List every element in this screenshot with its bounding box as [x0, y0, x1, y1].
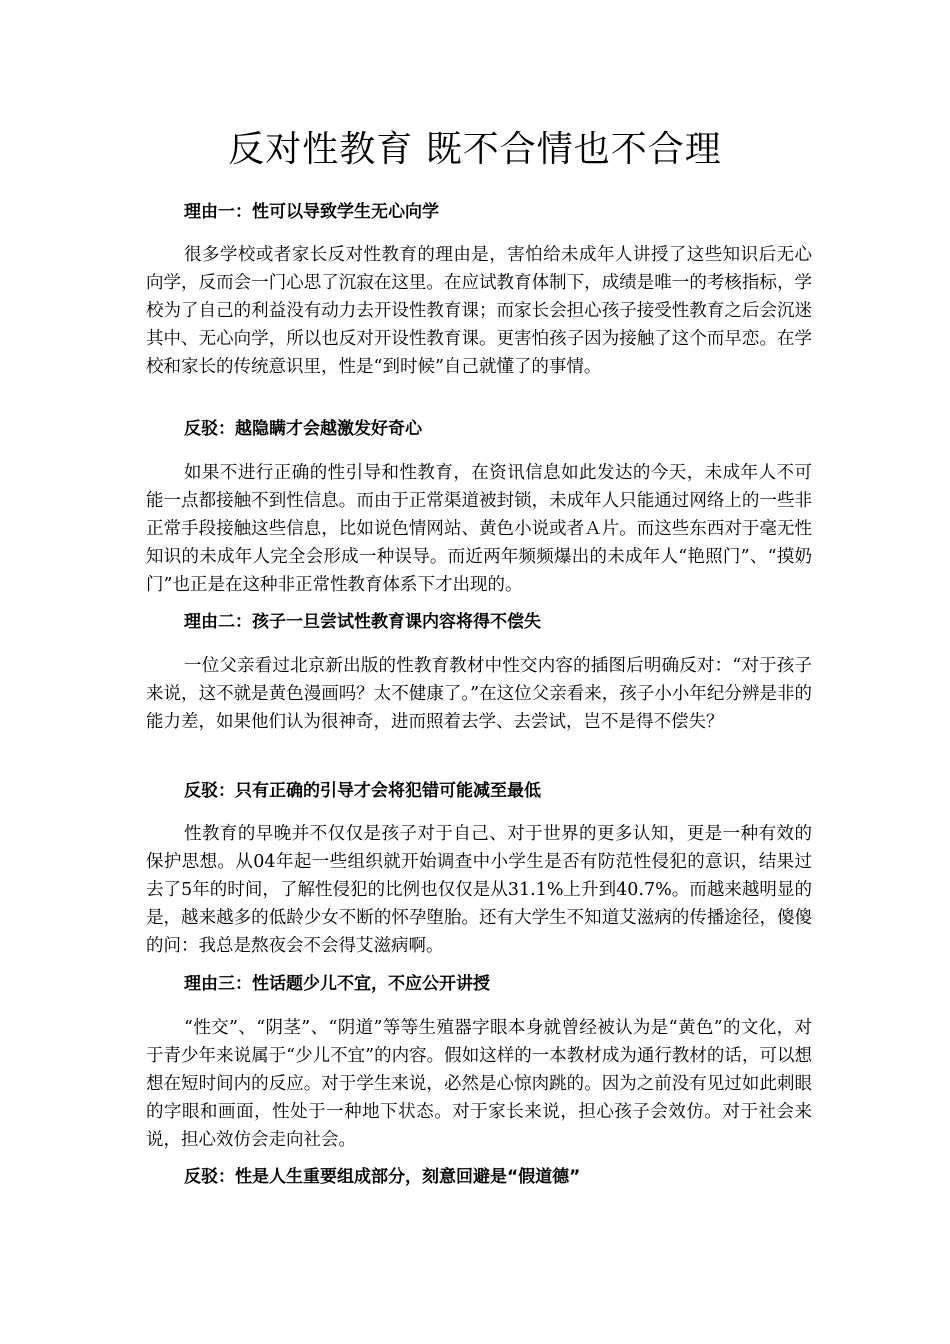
- section-paragraph-rebuttal-2: 性教育的早晚并不仅仅是孩子对于自己、对于世界的更多认知，更是一种有效的保护思想。从04年起一些组织就开始调查中小学生是否有防范性侵犯的意识，结果过去了5年的时间，了解性侵犯的比例也仅仅是从31.1%上升到40.7%。而越来越明显的是，越来越多的低龄少女不断的怀孕堕胎。还有大学生不知道艾滋病的传播途径，傻傻的问：我总是熬夜会不会得艾滋病啊。: [146, 824, 812, 956]
- section-paragraph-rebuttal-1: 如果不进行正确的性引导和性教育，在资讯信息如此发达的今天，未成年人不可能一点都接触不到性信息。而由于正常渠道被封锁，未成年人只能通过网络上的一些非正常手段接触这些信息，比如说色情网站、黄色小说或者Ａ片。而这些东西对于毫无性知识的未成年人完全会形成一种误导。而近两年频频爆出的未成年人“艳照门”、“摸奶门”也正是在这种非正常性教育体系下才出现的。: [146, 463, 812, 595]
- section-heading-reason-3: 理由三：性话题少儿不宜，不应公开讲授: [184, 974, 490, 994]
- section-heading-rebuttal-1: 反驳：越隐瞒才会越激发好奇心: [184, 419, 422, 439]
- section-heading-rebuttal-3: 反驳：性是人生重要组成部分，刻意回避是“假道德”: [184, 1167, 581, 1187]
- section-paragraph-reason-2: 一位父亲看过北京新出版的性教育教材中性交内容的插图后明确反对：“对于孩子来说，这不就是黄色漫画吗？太不健康了。”在这位父亲看来，孩子小小年纪分辨是非的能力差，如果他们认为很神奇，进而照着去学、去尝试，岂不是得不偿失？: [146, 656, 812, 732]
- section-heading-reason-1: 理由一：性可以导致学生无心向学: [184, 202, 439, 222]
- section-paragraph-reason-3: “性交”、“阴茎”、“阴道”等等生殖器字眼本身就曾经被认为是“黄色”的文化，对于青少年来说属于“少儿不宜”的内容。假如这样的一本教材成为通行教材的话，可以想想在短时间内的反应。对于学生来说，必然是心惊肉跳的。因为之前没有见过如此刺眼的字眼和画面，性处于一种地下状态。对于家长来说，担心孩子会效仿。对于社会来说，担心效仿会走向社会。: [146, 1018, 812, 1150]
- document-title: 反对性教育 既不合情也不合理: [228, 129, 722, 170]
- section-heading-reason-2: 理由二：孩子一旦尝试性教育课内容将得不偿失: [184, 612, 541, 632]
- section-heading-rebuttal-2: 反驳：只有正确的引导才会将犯错可能减至最低: [184, 781, 541, 801]
- section-paragraph-reason-1: 很多学校或者家长反对性教育的理由是，害怕给未成年人讲授了这些知识后无心向学，反而会一门心思了沉寂在这里。在应试教育体制下，成绩是唯一的考核指标，学校为了自己的利益没有动力去开设性教育课；而家长会担心孩子接受性教育之后会沉迷其中、无心向学，所以也反对开设性教育课。更害怕孩子因为接触了这个而早恋。在学校和家长的传统意识里，性是“到时候”自己就懂了的事情。: [146, 245, 812, 377]
